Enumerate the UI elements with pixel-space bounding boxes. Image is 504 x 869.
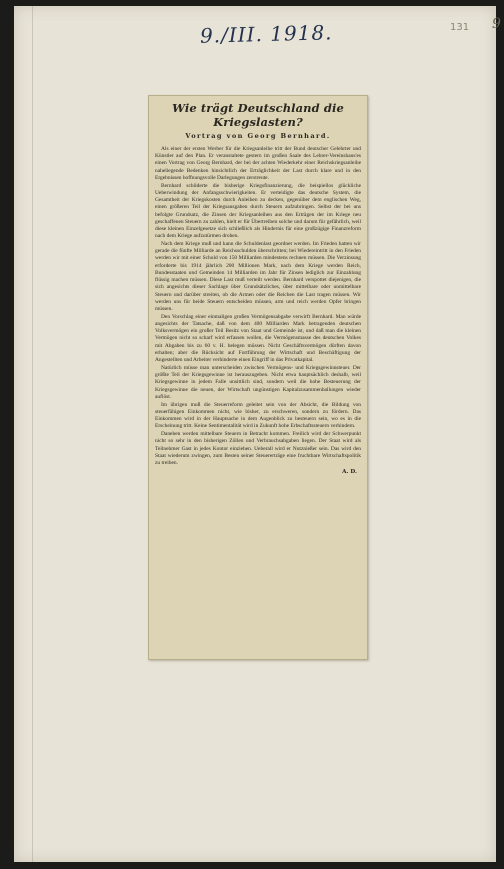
article-paragraph: Nach dem Kriege muß und kann die Schuldenlast geordnet werden. Im Frieden hatten wir gerade die fünfte Milliarde an Reichsschulden überschritten; bei Wiedereintritt in den Frieden werden wir mit einer Schuld von 150 Milliarden mindestens rechnen müssen. Die Verzinsung erforderte bis 1914 jährlich 200 Millionen Mark, nach dem Kriege werden Reich, Bundesstaaten und Gemeinden 14 Milliarden im Jahr für Zinsen lediglich zur Einzahlung flüssig machen müssen. Diese Last muß verteilt werden. Bernhard verspottet diejenigen, die sich angesichts dieser Sachlage über Grundsätzliches, über mittelbare oder unmittelbare Steuern und darüber streiten, ob die Armen oder die Reichen die Last tragen müssen. Wir werden uns für beide Steuern entscheiden müssen, arm und reich werden Opfer bringen müssen. (155, 241, 361, 312)
article-paragraph: Natürlich müsse man unterscheiden zwischen Vermögens- und Kriegsgewinnsteuer. Der größte Teil der Kriegsgewinne ist herauszugeben. Nicht etwa hauptsächlich deshalb, weil Kriegsgewinne in jedem Falle unsittlich sind, sondern weil die hohe Besteuerung der Kriegsgewinne die neuen, der Wirtschaft ungünstigen Kapitalzusammenballungen wieder auflöst. (155, 364, 361, 400)
article-paragraph: Den Vorschlag einer einmaligen großen Vermögensabgabe verwirft Bernhard. Man würde angesichts der Tatsache, daß von dem 400 Milliarden Mark betragenden deutschen Volksvermögen ein großer Teil Besitz von Staat und Gemeinde ist, und daß man die kleinen Vermögen nicht so scharf wird erfassen wollen, die Vermögensmasse des deutschen Volkes mit Abgaben bis zu 60 v. H. belegen müssen. Nicht Geschäftsvermögen dürften davon erhalten; aber die Rücksicht auf Fortführung der Wirtschaft und Beschäftigung der Angestellten und Arbeiter verhinderte einen Eingriff in das Privatkapital. (155, 313, 361, 364)
article-paragraph: Bernhard schilderte die bisherige Kriegsfinanzierung, die beispiellos glückliche Ueberwindung der Anfangsschwierigkeiten. Er verteidigte das deutsche System, die Gesamtheit der Kriegskosten durch Anleihen zu decken, gegenüber dem englischen Weg, einen größeren Teil der Kriegsausgaben durch Steuern aufzubringen. Selbst der bei uns befolgte Grundsatz, die Zinsen der Kriegsanleihen aus den Erträgen der im Kriege neu geschaffenen Steuern zu zahlen, hielt er für Übertreiben solche und darum für gefährlich, weil diese kleinen Einzelgesetze sich schließlich als Hindernis für eine großzügige Finanzreform nach dem Kriege aufzutürmen drohen. (155, 182, 361, 240)
sheet-fold-line (32, 6, 33, 862)
article-paragraph: Im übrigen muß die Steuerreform geleitet sein von der Absicht, die Bildung von steuerfähigen Einkommen nicht, wie bisher, zu erschweren, sondern zu fördern. Das Einkommen wird in der Hauptsache in dem Augenblick zu besteuern sein, wo es in die Erscheinung tritt. Keine Sentimentalität wird in Zukunft hohe Erbschaftssteuern verhindern. (155, 401, 361, 430)
newspaper-clipping (148, 95, 368, 660)
folio-label: 131 (450, 22, 470, 33)
handwritten-date: 9./III. 1918. (199, 20, 333, 48)
article-paragraph: Als einer der ersten Werber für die Kriegsanleihe tritt der Bund deutscher Gelehrter und Künstler auf den Plan. Er veranstaltete gestern im großen Saale des Lehrer-Vereinshaus'es einen Vortrag von Georg Bernhard, der bei der achten Wiederkehr einer Reichskriegsanleihe naheliegende Bedenken hinsichtlich der Erträglichkeit der Last durch klare und in den Ergebnissen hoffnungsvolle Darlegungen zerstreute. (155, 146, 361, 181)
folio-number: 9 (492, 16, 501, 32)
article-headline: Wie trägt Deutschland die Kriegslasten? (172, 101, 344, 129)
article-paragraph: Daneben werden mittelbare Steuern in Betracht kommen. Freilich wird der Schwerpunkt nicht so sehr in den bisherigen Zöllen und Verbrauchsabgaben liegen. Der Staat wird als Teilnehmer Gast in jedes Kontor einziehen. Ueberall wird er Nutznießer sein. Das wird den Staat wiederum zwingen, zum Besten seiner Steuererträge eine fruchtbare Wirtschaftspolitik zu treiben. (155, 431, 361, 466)
article-byline: Vortrag von Georg Bernhard. (185, 132, 331, 140)
article-signature: A. D. (342, 469, 357, 476)
